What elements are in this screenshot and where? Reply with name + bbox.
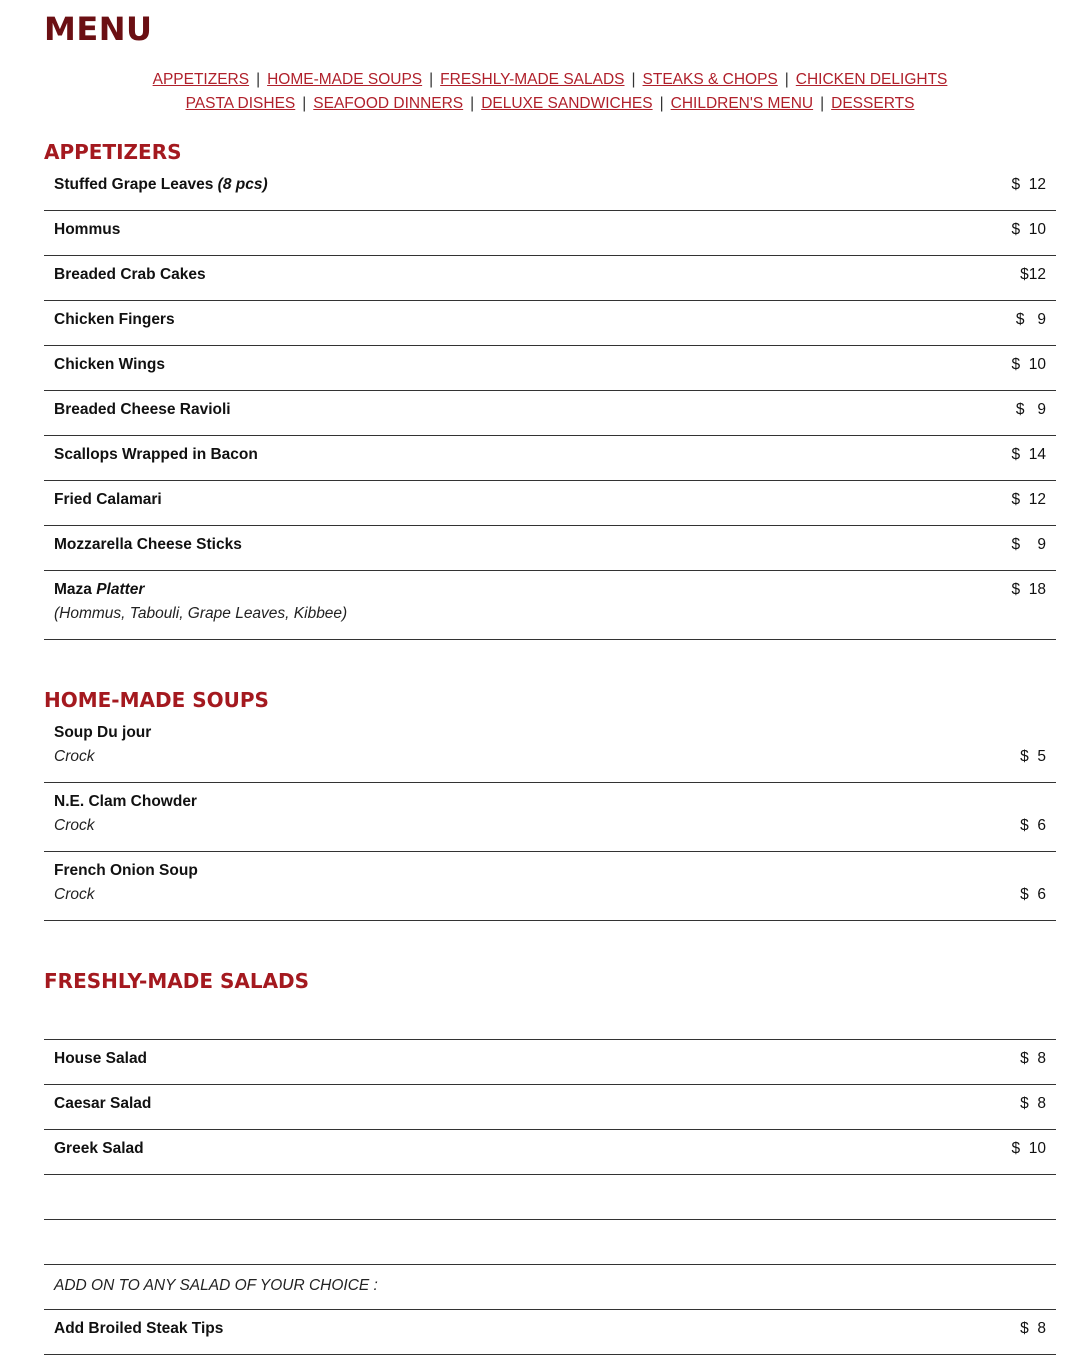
nav-link-chicken[interactable]: CHICKEN DELIGHTS xyxy=(795,71,948,88)
menu-item xyxy=(44,256,1056,301)
item-price: $ 6 xyxy=(1020,817,1046,834)
item-name: House Salad xyxy=(54,1050,148,1067)
menu-item xyxy=(44,852,1056,921)
menu-item xyxy=(44,166,1056,211)
menu-item xyxy=(44,481,1056,526)
empty-row xyxy=(44,1175,1056,1220)
item-price: $ 8 xyxy=(1020,1095,1046,1112)
item-name: Hommus xyxy=(54,221,121,238)
item-name-italic: Platter xyxy=(96,581,145,598)
menu-item xyxy=(44,1130,1056,1175)
nav-link-desserts[interactable]: DESSERTS xyxy=(831,95,915,112)
item-name: Mozzarella Cheese Sticks xyxy=(54,536,242,553)
item-name: French Onion Soup xyxy=(54,862,198,879)
item-name: Soup Du jour xyxy=(54,724,152,741)
nav-link-appetizers[interactable]: APPETIZERS xyxy=(152,71,250,88)
item-price: $ 18 xyxy=(1011,581,1046,598)
item-price: $ 8 xyxy=(1020,1050,1046,1067)
item-name: Greek Salad xyxy=(54,1140,144,1157)
menu-item xyxy=(44,526,1056,571)
item-description: Crock xyxy=(54,748,95,765)
addon-label: ADD ON TO ANY SALAD OF YOUR CHOICE : xyxy=(54,1277,378,1294)
category-nav-row-2 xyxy=(44,92,1056,116)
nav-link-salads[interactable]: FRESHLY-MADE SALADS xyxy=(440,71,625,88)
item-name: Maza Platter xyxy=(54,581,145,598)
nav-separator: | xyxy=(256,71,261,88)
menu-item xyxy=(44,714,1056,783)
item-price: $ 9 xyxy=(1011,536,1046,553)
item-note: (8 pcs) xyxy=(217,176,268,193)
item-price: $ 12 xyxy=(1011,491,1046,508)
item-name: Fried Calamari xyxy=(54,491,162,508)
item-description: Crock xyxy=(54,817,95,834)
section-title-soups: HOME-MADE SOUPS xyxy=(44,688,269,712)
menu-item xyxy=(44,783,1056,852)
item-price: $ 6 xyxy=(1020,886,1046,903)
addon-label-row xyxy=(44,1265,1056,1310)
item-name: Breaded Cheese Ravioli xyxy=(54,401,231,418)
nav-link-childrens[interactable]: CHILDREN'S MENU xyxy=(670,95,814,112)
item-price: $ 8 xyxy=(1020,1320,1046,1337)
nav-separator: | xyxy=(429,71,434,88)
menu-item xyxy=(44,346,1056,391)
menu-item xyxy=(44,1085,1056,1130)
item-name: N.E. Clam Chowder xyxy=(54,793,197,810)
item-name: Caesar Salad xyxy=(54,1095,152,1112)
nav-separator: | xyxy=(820,95,825,112)
item-price: $ 10 xyxy=(1011,221,1046,238)
nav-link-steaks-chops[interactable]: STEAKS & CHOPS xyxy=(642,71,778,88)
item-price: $ 12 xyxy=(1011,176,1046,193)
menu-item xyxy=(44,436,1056,481)
item-price: $ 10 xyxy=(1011,356,1046,373)
item-price: $ 14 xyxy=(1011,446,1046,463)
menu-item xyxy=(44,1040,1056,1085)
nav-separator: | xyxy=(631,71,636,88)
item-price: $ 10 xyxy=(1011,1140,1046,1157)
nav-link-pasta[interactable]: PASTA DISHES xyxy=(185,95,296,112)
item-name: Add Broiled Steak Tips xyxy=(54,1320,224,1337)
empty-row xyxy=(44,995,1056,1040)
menu-item xyxy=(44,301,1056,346)
menu-item xyxy=(44,391,1056,436)
item-name: Stuffed Grape Leaves (8 pcs) xyxy=(54,176,268,193)
menu-item xyxy=(44,1310,1056,1355)
empty-row xyxy=(44,1220,1056,1265)
item-price: $ 5 xyxy=(1020,748,1046,765)
item-price: $ 9 xyxy=(1015,401,1046,418)
menu-item xyxy=(44,211,1056,256)
section-title-salads: FRESHLY-MADE SALADS xyxy=(44,969,310,993)
nav-separator: | xyxy=(784,71,789,88)
menu-item xyxy=(44,571,1056,640)
section-title-appetizers: APPETIZERS xyxy=(44,140,182,164)
category-nav xyxy=(44,68,1056,116)
item-name: Scallops Wrapped in Bacon xyxy=(54,446,258,463)
nav-separator: | xyxy=(659,95,664,112)
item-price: $12 xyxy=(1020,266,1046,283)
nav-separator: | xyxy=(470,95,475,112)
item-description: Crock xyxy=(54,886,95,903)
item-name: Breaded Crab Cakes xyxy=(54,266,206,283)
item-name: Chicken Fingers xyxy=(54,311,175,328)
nav-separator: | xyxy=(302,95,307,112)
item-name: Chicken Wings xyxy=(54,356,165,373)
category-nav-row-1 xyxy=(44,68,1056,92)
nav-link-sandwiches[interactable]: DELUXE SANDWICHES xyxy=(481,95,653,112)
item-price: $ 9 xyxy=(1015,311,1046,328)
page-title: MENU xyxy=(44,10,153,48)
nav-link-soups[interactable]: HOME-MADE SOUPS xyxy=(267,71,423,88)
nav-link-seafood[interactable]: SEAFOOD DINNERS xyxy=(313,95,464,112)
item-description: (Hommus, Tabouli, Grape Leaves, Kibbee) xyxy=(54,605,348,622)
